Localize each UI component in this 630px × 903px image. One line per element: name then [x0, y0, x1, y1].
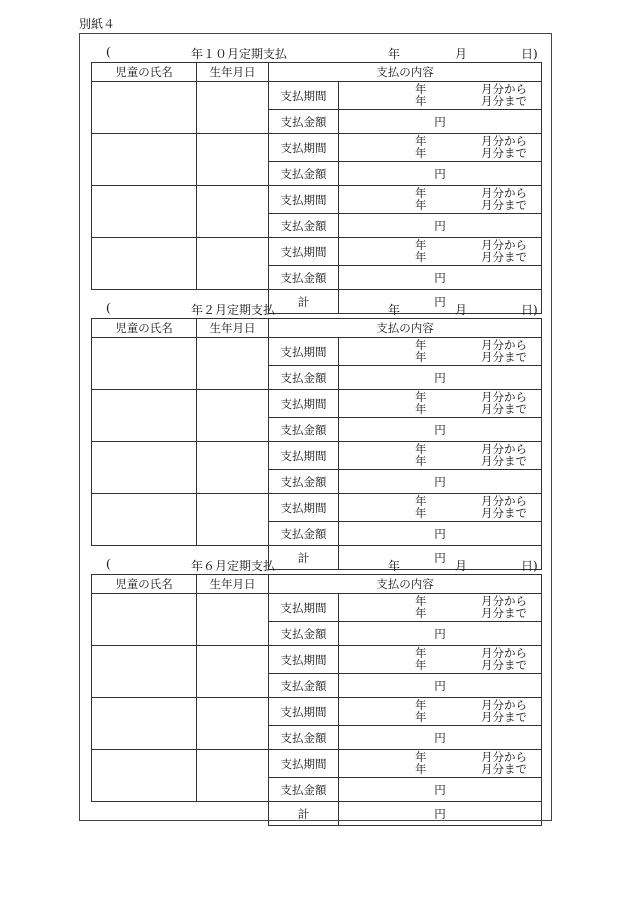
- period-label: 支払期間: [269, 646, 339, 674]
- col-birthdate: 生年月日: [197, 575, 269, 594]
- child-name-cell[interactable]: [92, 238, 197, 290]
- amount-cell[interactable]: 円: [339, 522, 542, 546]
- period-from-year: 年: [415, 134, 427, 148]
- child-name-cell[interactable]: [92, 494, 197, 546]
- child-row: [92, 390, 542, 418]
- period-from-year: 年: [415, 186, 427, 200]
- amount-label: 支払金額: [269, 622, 339, 646]
- child-row: [92, 338, 542, 366]
- period-cell[interactable]: [339, 594, 542, 622]
- open-paren: (: [106, 557, 111, 571]
- period-from-year: 年: [415, 646, 427, 660]
- birthdate-cell[interactable]: [197, 750, 269, 802]
- period-cell[interactable]: [339, 442, 542, 470]
- header-year: 年: [388, 47, 401, 61]
- period-from-year: 年: [415, 82, 427, 96]
- period-from-month: 月分から: [481, 646, 527, 660]
- total-row: [92, 802, 542, 826]
- period-label: 支払期間: [269, 442, 339, 470]
- period-until-year: 年: [415, 250, 427, 264]
- child-row: [92, 494, 542, 522]
- child-name-cell[interactable]: [92, 82, 197, 134]
- period-label: 支払期間: [269, 594, 339, 622]
- child-row: [92, 594, 542, 622]
- section-header: [91, 42, 541, 62]
- amount-label: 支払金額: [269, 522, 339, 546]
- period-from-year: 年: [415, 442, 427, 456]
- child-row: [92, 82, 542, 110]
- amount-cell[interactable]: 円: [339, 622, 542, 646]
- amount-cell[interactable]: 円: [339, 470, 542, 494]
- period-from-month: 月分から: [481, 442, 527, 456]
- period-from-month: 月分から: [481, 494, 527, 508]
- child-row: [92, 134, 542, 162]
- period-from-year: 年: [415, 238, 427, 252]
- period-from-year: 年: [415, 338, 427, 352]
- child-name-cell[interactable]: [92, 646, 197, 698]
- birthdate-cell[interactable]: [197, 646, 269, 698]
- period-until-year: 年: [415, 402, 427, 416]
- total-cell[interactable]: 円: [339, 546, 542, 570]
- section-title: 年２月定期支払: [191, 303, 276, 317]
- header-day: 日): [521, 47, 538, 61]
- amount-cell[interactable]: 円: [339, 366, 542, 390]
- period-cell[interactable]: [339, 698, 542, 726]
- col-content: 支払の内容: [269, 63, 542, 82]
- period-cell[interactable]: [339, 494, 542, 522]
- col-child-name: 児童の氏名: [92, 63, 197, 82]
- birthdate-cell[interactable]: [197, 442, 269, 494]
- period-from-year: 年: [415, 594, 427, 608]
- child-row: [92, 186, 542, 214]
- period-from-year: 年: [415, 698, 427, 712]
- period-until-year: 年: [415, 94, 427, 108]
- period-from-year: 年: [415, 494, 427, 508]
- amount-label: 支払金額: [269, 778, 339, 802]
- birthdate-cell[interactable]: [197, 494, 269, 546]
- period-cell[interactable]: [339, 338, 542, 366]
- amount-label: 支払金額: [269, 110, 339, 134]
- header-day: 日): [521, 303, 538, 317]
- period-until-month: 月分まで: [481, 94, 527, 108]
- amount-label: 支払金額: [269, 366, 339, 390]
- period-from-month: 月分から: [481, 134, 527, 148]
- header-month: 月: [455, 47, 468, 61]
- period-until-month: 月分まで: [481, 710, 527, 724]
- child-name-cell[interactable]: [92, 338, 197, 390]
- section-title: 年１０月定期支払: [191, 47, 288, 61]
- period-from-month: 月分から: [481, 186, 527, 200]
- payment-section: [91, 42, 541, 314]
- period-label: 支払期間: [269, 186, 339, 214]
- period-until-year: 年: [415, 762, 427, 776]
- child-row: [92, 750, 542, 778]
- period-until-month: 月分まで: [481, 250, 527, 264]
- period-until-year: 年: [415, 198, 427, 212]
- payment-section: [91, 554, 541, 826]
- header-year: 年: [388, 303, 401, 317]
- col-content: 支払の内容: [269, 575, 542, 594]
- child-row: [92, 442, 542, 470]
- amount-cell[interactable]: 円: [339, 266, 542, 290]
- period-label: 支払期間: [269, 134, 339, 162]
- child-name-cell[interactable]: [92, 442, 197, 494]
- total-spacer: [92, 802, 269, 826]
- period-until-month: 月分まで: [481, 198, 527, 212]
- col-child-name: 児童の氏名: [92, 319, 197, 338]
- total-cell[interactable]: 円: [339, 290, 542, 314]
- period-until-month: 月分まで: [481, 506, 527, 520]
- birthdate-cell[interactable]: [197, 186, 269, 238]
- period-label: 支払期間: [269, 82, 339, 110]
- period-until-year: 年: [415, 506, 427, 520]
- page-label: 別紙４: [79, 17, 116, 31]
- amount-label: 支払金額: [269, 266, 339, 290]
- amount-label: 支払金額: [269, 674, 339, 698]
- period-cell[interactable]: [339, 646, 542, 674]
- header-month: 月: [455, 559, 468, 573]
- payment-table: [91, 574, 542, 826]
- amount-label: 支払金額: [269, 726, 339, 750]
- birthdate-cell[interactable]: [197, 390, 269, 442]
- amount-cell[interactable]: 円: [339, 674, 542, 698]
- total-label: 計: [269, 546, 339, 570]
- period-until-month: 月分まで: [481, 146, 527, 160]
- amount-cell[interactable]: 円: [339, 162, 542, 186]
- amount-cell[interactable]: 円: [339, 214, 542, 238]
- child-name-cell[interactable]: [92, 698, 197, 750]
- period-until-year: 年: [415, 606, 427, 620]
- header-year: 年: [388, 559, 401, 573]
- period-cell[interactable]: [339, 82, 542, 110]
- child-row: [92, 238, 542, 266]
- payment-table: [91, 62, 542, 314]
- period-until-year: 年: [415, 454, 427, 468]
- period-from-month: 月分から: [481, 750, 527, 764]
- open-paren: (: [106, 301, 111, 315]
- birthdate-cell[interactable]: [197, 698, 269, 750]
- amount-cell[interactable]: 円: [339, 778, 542, 802]
- period-cell[interactable]: [339, 134, 542, 162]
- period-from-month: 月分から: [481, 698, 527, 712]
- period-until-month: 月分まで: [481, 658, 527, 672]
- period-until-month: 月分まで: [481, 762, 527, 776]
- amount-cell[interactable]: 円: [339, 418, 542, 442]
- period-until-year: 年: [415, 146, 427, 160]
- total-label: 計: [269, 802, 339, 826]
- period-label: 支払期間: [269, 338, 339, 366]
- header-month: 月: [455, 303, 468, 317]
- period-until-month: 月分まで: [481, 350, 527, 364]
- period-from-year: 年: [415, 390, 427, 404]
- birthdate-cell[interactable]: [197, 594, 269, 646]
- period-label: 支払期間: [269, 698, 339, 726]
- amount-label: 支払金額: [269, 162, 339, 186]
- period-until-year: 年: [415, 658, 427, 672]
- period-label: 支払期間: [269, 494, 339, 522]
- period-until-month: 月分まで: [481, 402, 527, 416]
- birthdate-cell[interactable]: [197, 338, 269, 390]
- amount-label: 支払金額: [269, 214, 339, 238]
- period-label: 支払期間: [269, 750, 339, 778]
- amount-label: 支払金額: [269, 418, 339, 442]
- child-name-cell[interactable]: [92, 186, 197, 238]
- child-row: [92, 646, 542, 674]
- birthdate-cell[interactable]: [197, 134, 269, 186]
- period-cell[interactable]: [339, 186, 542, 214]
- period-until-year: 年: [415, 350, 427, 364]
- header-day: 日): [521, 559, 538, 573]
- period-from-month: 月分から: [481, 82, 527, 96]
- section-title: 年６月定期支払: [191, 559, 276, 573]
- period-until-month: 月分まで: [481, 454, 527, 468]
- period-from-year: 年: [415, 750, 427, 764]
- child-row: [92, 698, 542, 726]
- child-name-cell[interactable]: [92, 750, 197, 802]
- period-from-month: 月分から: [481, 594, 527, 608]
- section-header: [91, 298, 541, 318]
- amount-label: 支払金額: [269, 470, 339, 494]
- total-cell[interactable]: 円: [339, 802, 542, 826]
- period-from-month: 月分から: [481, 338, 527, 352]
- col-birthdate: 生年月日: [197, 319, 269, 338]
- col-child-name: 児童の氏名: [92, 575, 197, 594]
- amount-cell[interactable]: 円: [339, 726, 542, 750]
- payment-table: [91, 318, 542, 570]
- period-until-month: 月分まで: [481, 606, 527, 620]
- period-cell[interactable]: [339, 390, 542, 418]
- period-cell[interactable]: [339, 750, 542, 778]
- col-birthdate: 生年月日: [197, 63, 269, 82]
- period-from-month: 月分から: [481, 238, 527, 252]
- col-content: 支払の内容: [269, 319, 542, 338]
- period-label: 支払期間: [269, 390, 339, 418]
- open-paren: (: [106, 45, 111, 59]
- child-name-cell[interactable]: [92, 594, 197, 646]
- child-name-cell[interactable]: [92, 134, 197, 186]
- payment-section: [91, 298, 541, 570]
- period-label: 支払期間: [269, 238, 339, 266]
- child-name-cell[interactable]: [92, 390, 197, 442]
- period-cell[interactable]: [339, 238, 542, 266]
- section-header: [91, 554, 541, 574]
- birthdate-cell[interactable]: [197, 238, 269, 290]
- birthdate-cell[interactable]: [197, 82, 269, 134]
- period-until-year: 年: [415, 710, 427, 724]
- amount-cell[interactable]: 円: [339, 110, 542, 134]
- period-from-month: 月分から: [481, 390, 527, 404]
- total-label: 計: [269, 290, 339, 314]
